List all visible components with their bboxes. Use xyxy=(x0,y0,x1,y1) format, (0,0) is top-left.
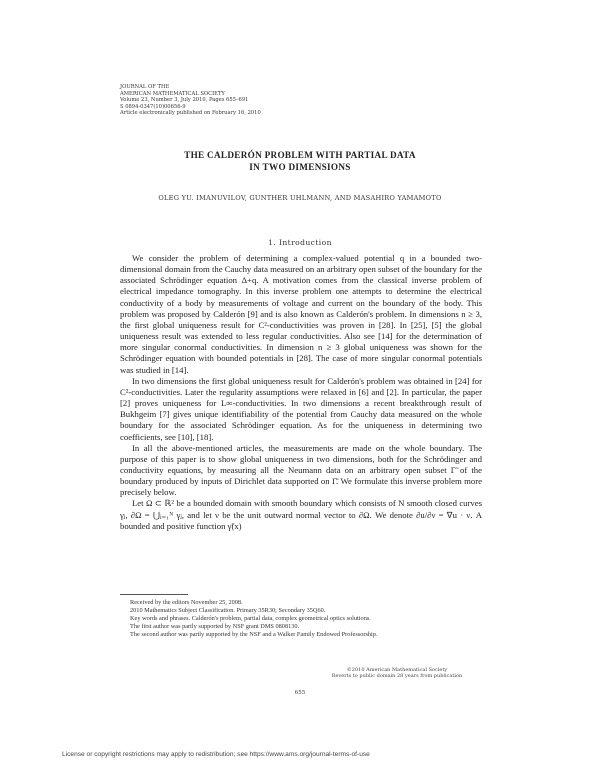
journal-doi: S 0894-0347(10)00656-9 xyxy=(120,103,186,110)
paragraph: In all the above-mentioned articles, the measurements are made on the whole boundary. The purpose of this paper is to show global uniqueness in two dimensions, both for the Schrödinger and conductivity equations, by measuring all the Neumann data on an arbitrary open subset Γ̃ of the boundary produced by inputs of Dirichlet data supported on Γ̃. We formulate this inverse problem more precisely below. xyxy=(120,442,482,498)
journal-volume: Volume 23, Number 3, July 2010, Pages 655–691 xyxy=(120,97,249,104)
journal-name-line-1: JOURNAL OF THE xyxy=(120,84,170,90)
page-number: 655 xyxy=(294,690,306,696)
journal-name-line-2: AMERICAN MATHEMATICAL SOCIETY xyxy=(120,90,225,97)
footnote-divider xyxy=(120,594,188,595)
journal-header xyxy=(120,84,261,117)
body-text xyxy=(120,253,482,532)
license-notice: License or copyright restrictions may apply to redistribution; see https://www.ams.org/journal-terms-of-use xyxy=(62,751,370,758)
footnote-keywords: Key words and phrases. Calderón's problem, partial data, complex geometrical optics solutions. xyxy=(130,615,371,623)
footnote-received: Received by the editors November 25, 2008. xyxy=(130,599,243,606)
copyright-line-1: ©2010 American Mathematical Society xyxy=(346,667,448,673)
section-heading: 1. Introduction xyxy=(268,238,332,247)
paragraph: We consider the problem of determining a complex-valued potential q in a bounded two-dimensional domain from the Cauchy data measured on an arbitrary open subset of the boundary for the associated Schrödinger equation Δ+q. A motivation comes from the classical inverse problem of electrical impedance tomography. In this inverse problem one attempts to determine the electrical conductivity of a body by measurements of voltage and current on the boundary of the body. This problem was proposed by Calderón [9] and is also known as Calderón's problem. In dimensions n ≥ 3, the first global uniqueness result for C²-conductivities was proven in [28]. In [25], [5] the global uniqueness result was extended to less regular conductivities. Also see [14] for the determination of more singular conormal conductivities. In dimension n ≥ 3 global uniqueness was shown for the Schrödinger equation with bounded potentials in [28]. The case of more singular conormal potentials was studied in [14]. xyxy=(120,253,482,375)
footnote-msc: 2010 Mathematics Subject Classification. Primary 35R30; Secondary 35Q60. xyxy=(130,607,326,615)
paragraph: Let Ω ⊂ ℝ² be a bounded domain with smooth boundary which consists of N smooth closed curves γⱼ, ∂Ω = ⋃ⱼ₌₁ᴺ γⱼ, and let ν be the unit outward normal vector to ∂Ω. We denote ∂u/∂ν = ∇u · ν. A bounded and positive function γ̃(x) xyxy=(120,498,482,531)
paper-title xyxy=(90,150,510,173)
copyright-notice xyxy=(312,667,482,680)
author-list: OLEG YU. IMANUVILOV, GUNTHER UHLMANN, AND MASAHIRO YAMAMOTO xyxy=(158,194,442,202)
paragraph: In two dimensions the first global uniqueness result for Calderón's problem was obtained in [24] for C²-conductivities. Later the regularity assumptions were relaxed in [6] and [2]. In particular, the paper [2] proves uniqueness for L∞-conductivities. In two dimensions a recent breakthrough result of Bukhgeim [7] gives unique identifiability of the potential from Cauchy data measured on the whole boundary for the associated Schrödinger equation. As for the uniqueness in determining two coefficients, see [10], [18]. xyxy=(120,375,482,442)
footnote-grant-2: The second author was partly supported by the NSF and a Walker Family Endowed Professorship. xyxy=(130,631,378,639)
copyright-line-2: Reverts to public domain 28 years from publication xyxy=(331,673,463,680)
footnotes xyxy=(120,599,482,639)
paper-title-line-1: THE CALDERÓN PROBLEM WITH PARTIAL DATA xyxy=(184,150,416,160)
journal-published-date: Article electronically published on February 16, 2010 xyxy=(120,110,261,117)
footnote-grant-1: The first author was partly supported by NSF grant DMS 0808130. xyxy=(130,623,300,631)
paper-title-line-2: IN TWO DIMENSIONS xyxy=(249,161,351,172)
